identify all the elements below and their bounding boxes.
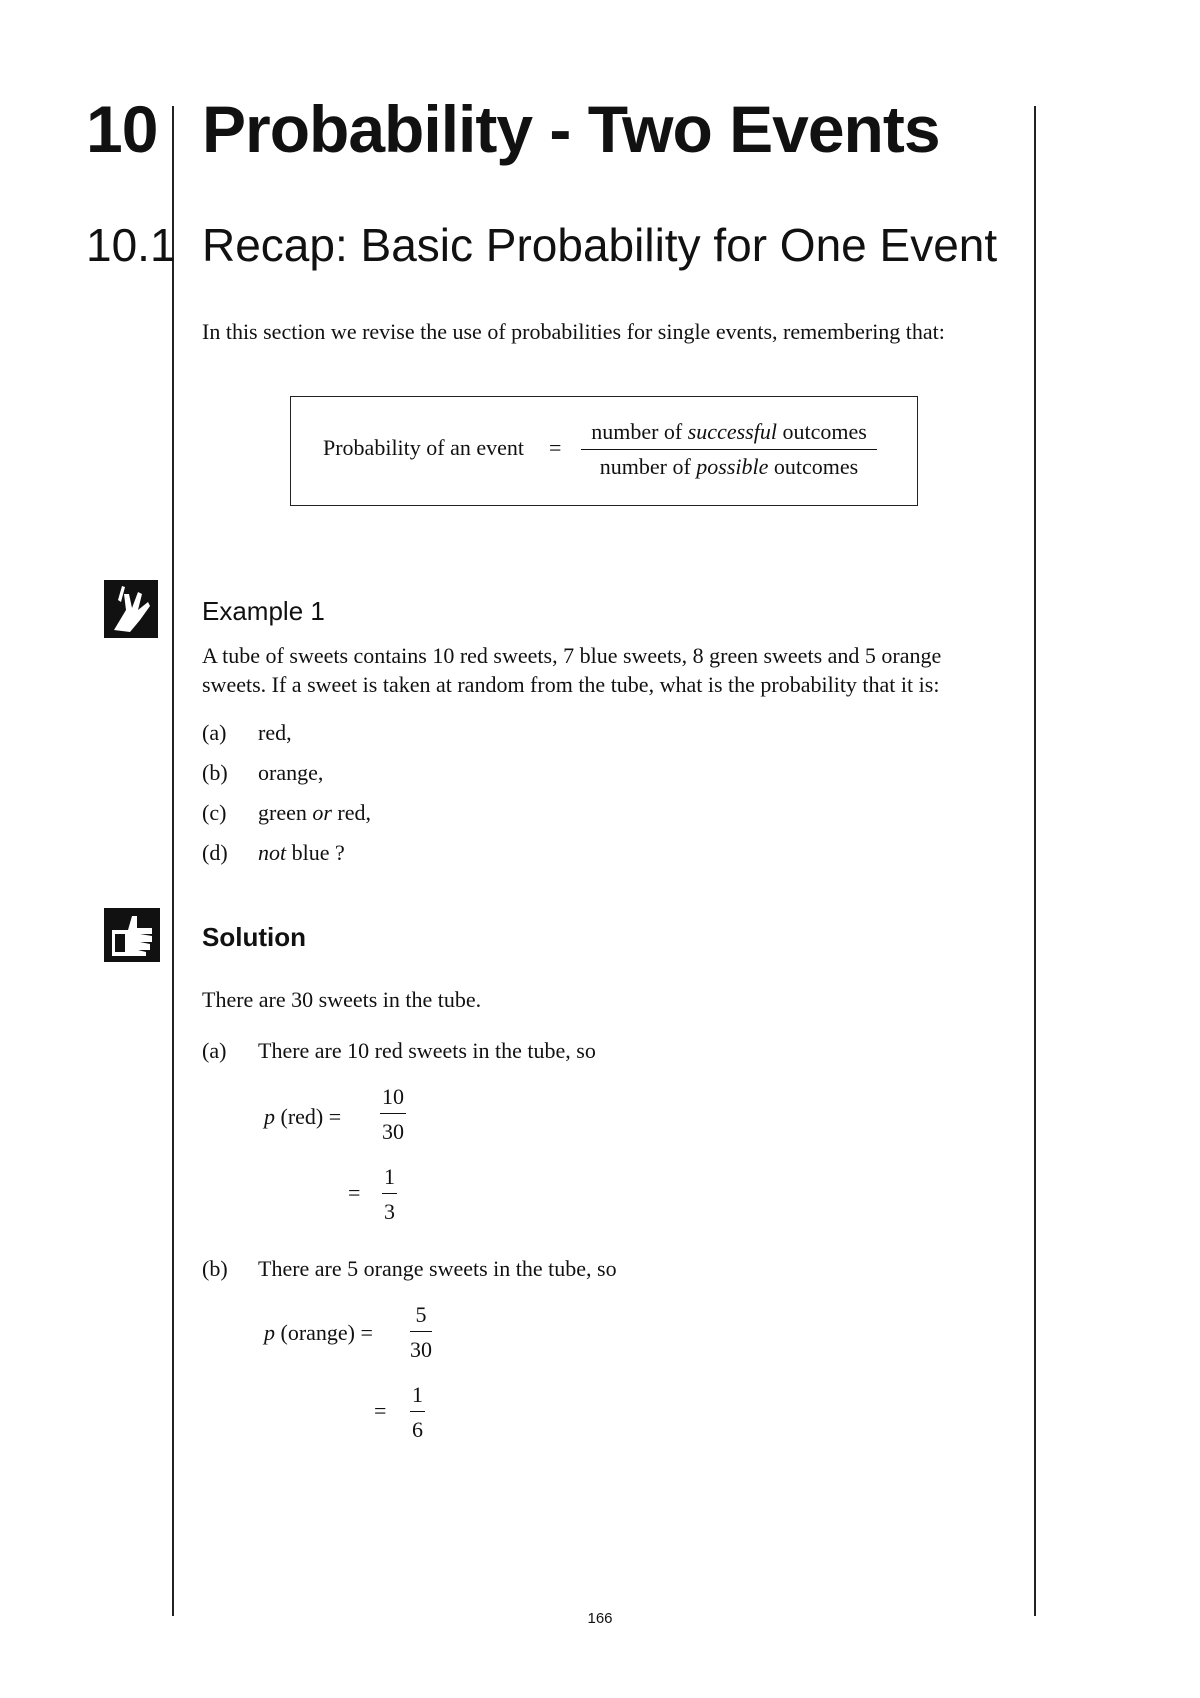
item-text-c: green or red, [258, 800, 372, 825]
item-text-d: not blue ? [258, 840, 345, 865]
formula-fraction [581, 419, 877, 480]
chapter-title: Probability - Two Events [202, 92, 940, 166]
formula-equals: = [549, 435, 562, 460]
formula-denominator: number of possible outcomes [599, 454, 859, 479]
fraction-10-30: $\frac{10}{30}$ [382, 1084, 404, 1144]
fraction-1-6: $\frac{1}{6}$ [412, 1382, 423, 1442]
solution-label-b: (b) [202, 1256, 228, 1281]
p-orange-expression: p (orange) = [264, 1320, 373, 1345]
item-label-b: (b) [202, 760, 228, 785]
chapter-number: 10 [86, 92, 158, 166]
solution-heading: Solution [202, 922, 306, 952]
page-number: 166 [587, 1610, 613, 1627]
solution-intro: There are 30 sweets in the tube. [202, 987, 482, 1012]
item-label-c: (c) [202, 800, 227, 825]
p-red-expression: p (red) = [264, 1104, 342, 1129]
item-text-a: red, [258, 720, 292, 745]
fraction-1-3: $\frac{1}{3}$ [384, 1164, 395, 1224]
example-text-line-1: A tube of sweets contains 10 red sweets, 7 blue sweets, 8 green sweets and 5 orange [202, 643, 942, 668]
solution-text-b: There are 5 orange sweets in the tube, so [258, 1256, 617, 1281]
equals-sign-a: = [348, 1180, 361, 1205]
fraction-5-30: $\frac{5}{30}$ [410, 1302, 432, 1362]
formula-numerator: number of successful outcomes [581, 419, 877, 450]
item-label-d: (d) [202, 840, 228, 865]
formula-box [290, 396, 918, 506]
equals-sign-b: = [374, 1398, 387, 1423]
solution-text-a: There are 10 red sweets in the tube, so [258, 1038, 596, 1063]
thumbs-up-hand-icon [104, 908, 160, 962]
right-margin-rule [1034, 106, 1036, 1616]
section-number: 10.1 [86, 219, 176, 271]
intro-paragraph: In this section we revise the use of probabilities for single events, remembering that: [202, 319, 945, 344]
example-heading: Example 1 [202, 596, 325, 626]
item-label-a: (a) [202, 720, 227, 745]
section-title: Recap: Basic Probability for One Event [202, 219, 998, 271]
formula-label: Probability of an event [323, 435, 525, 460]
solution-label-a: (a) [202, 1038, 227, 1063]
item-text-b: orange, [258, 760, 324, 785]
writing-hand-icon [104, 580, 158, 638]
left-margin-rule [172, 106, 174, 1616]
example-text-line-2: sweets. If a sweet is taken at random from the tube, what is the probability that it is: [202, 672, 940, 697]
